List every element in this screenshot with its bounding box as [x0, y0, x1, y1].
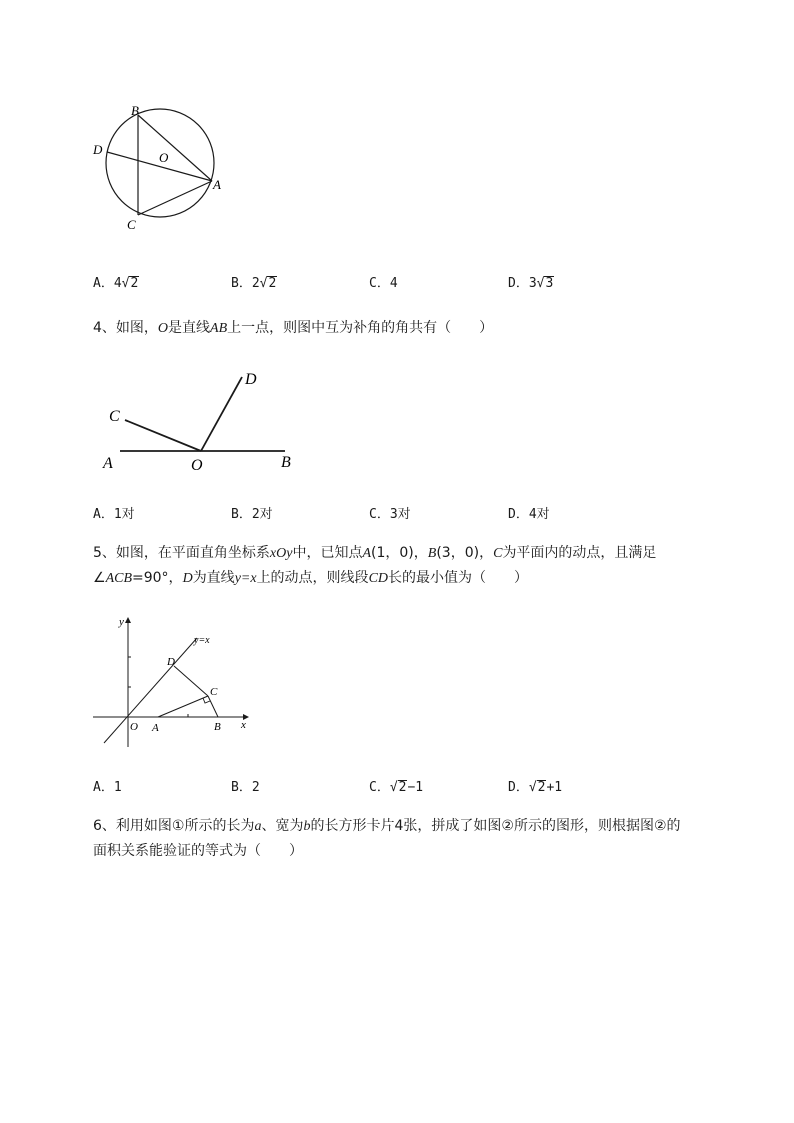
segment-cd	[174, 666, 208, 696]
q3-option-d[interactable]: D．3√3	[508, 276, 554, 291]
q6-stem-line2: 面积关系能验证的等式为（ ）	[93, 843, 303, 859]
q3-option-c[interactable]: C．4	[369, 276, 398, 291]
label-c: C	[127, 217, 136, 232]
q5-option-a[interactable]: A．1	[93, 780, 122, 795]
label-b: B	[131, 103, 139, 118]
label-a: A	[152, 722, 159, 734]
q3-option-a[interactable]: A．4√2	[93, 276, 139, 291]
q5-coordinate-figure	[90, 612, 260, 752]
q5-option-d[interactable]: D．√2+1	[508, 780, 563, 795]
label-d: D	[167, 656, 175, 668]
q5-stem-line2: ∠ACB=90°，D为直线y=x上的动点，则线段CD长的最小值为（ ）	[93, 570, 529, 586]
label-d: D	[93, 142, 103, 157]
q5-option-c[interactable]: C．√2−1	[369, 780, 424, 795]
label-x: x	[241, 719, 246, 731]
q4-option-b[interactable]: B．2对	[231, 507, 273, 522]
label-line: y=x	[194, 635, 210, 646]
label-o: O	[191, 457, 203, 474]
q5-option-b[interactable]: B．2	[231, 780, 260, 795]
q6-stem-line1: 6、利用如图①所示的长为a、宽为b的长方形卡片4张，拼成了如图②所示的图形，则根据图②的	[93, 818, 681, 834]
q3-option-b[interactable]: B．2√2	[231, 276, 277, 291]
circle-triangle-figure	[85, 98, 235, 238]
q4-option-d[interactable]: D．4对	[508, 507, 550, 522]
q4-option-c[interactable]: C．3对	[369, 507, 411, 522]
q5-stem-line1: 5、如图，在平面直角坐标系xOy中，已知点A(1，0)，B(3，0)，C为平面内的动点，且满足	[93, 545, 657, 561]
segment-cb	[208, 696, 218, 717]
label-b: B	[214, 721, 221, 733]
label-o: O	[130, 721, 138, 733]
label-a: A	[213, 177, 221, 192]
label-y: y	[119, 616, 124, 628]
ray-oc	[125, 420, 201, 451]
line-y-equals-x	[104, 638, 197, 743]
q4-option-a[interactable]: A．1对	[93, 507, 135, 522]
segment-ac	[158, 696, 208, 717]
label-o: O	[159, 150, 169, 165]
label-d: D	[245, 371, 257, 388]
label-c: C	[109, 408, 120, 425]
label-a: A	[103, 455, 113, 472]
label-c: C	[210, 686, 218, 698]
ray-od	[201, 377, 242, 451]
q4-stem: 4、如图，O是直线AB上一点，则图中互为补角的角共有（ ）	[93, 320, 494, 336]
q4-angle-figure	[95, 362, 310, 477]
label-b: B	[281, 454, 291, 471]
